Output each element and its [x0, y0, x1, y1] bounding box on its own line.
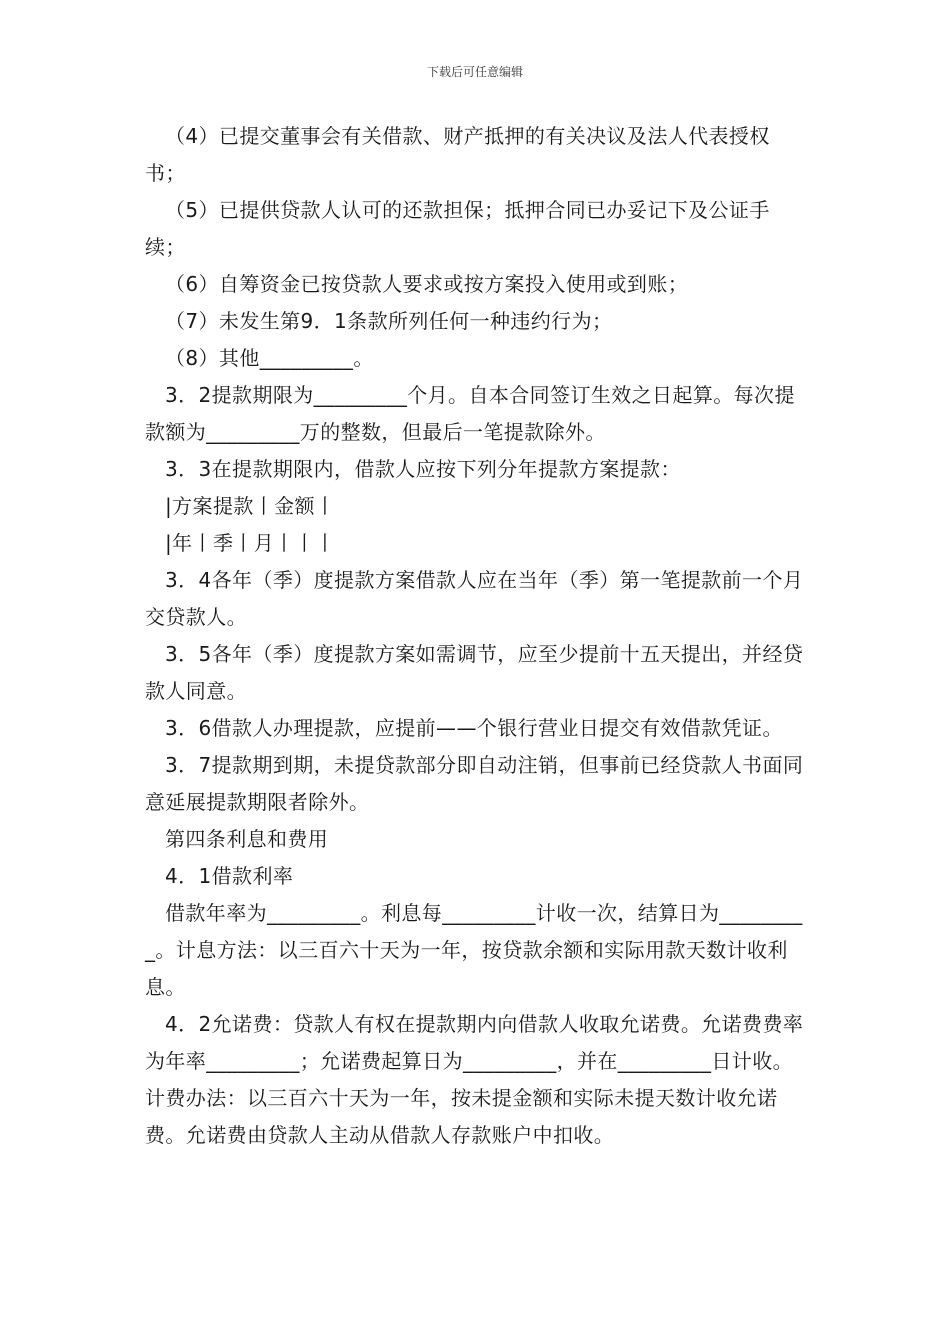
clause-3-5-plan-adjustment: 3．5各年（季）度提款方案如需调节，应至少提前十五天提出，并经贷款人同意。	[145, 642, 804, 703]
document-body	[145, 118, 810, 1154]
clause-4-board-resolution: （4）已提交董事会有关借款、财产抵押的有关决议及法人代表授权书；	[145, 124, 770, 185]
clause-7-no-default: （7）未发生第9．1条款所列任何一种违约行为；	[165, 309, 613, 333]
page-header: 下载后可任意编辑	[426, 65, 523, 79]
clause-4-2-commitment-fee: 4．2允诺费：贷款人有权在提款期内向借款人收取允诺费。允诺费费率为年率_________；允诺费起算日为_________，并在_________日计收。计费办法：以三百六十天为一年，按未提金额和实际未提天数计收允诺费。允诺费由贷款人主动从借款人存款账户中扣收。	[145, 1012, 804, 1147]
clause-8-other: （8）其他_________。	[165, 346, 374, 370]
clause-4-1-interest: 借款年率为_________。利息每_________计收一次，结算日为_________。计息方法：以三百六十天为一年，按贷款余额和实际用款天数计收利息。	[145, 901, 803, 999]
clause-3-6-drawdown-notice: 3．6借款人办理提款，应提前——个银行营业日提交有效借款凭证。	[165, 716, 783, 740]
plan-table-row: |年丨季丨月丨丨丨	[165, 531, 336, 555]
clause-4-1-heading: 4．1借款利率	[165, 864, 294, 888]
clause-5-guarantee: （5）已提供贷款人认可的还款担保；抵押合同已办妥记下及公证手续；	[145, 198, 770, 259]
clause-3-3-drawdown-plan: 3．3在提款期限内，借款人应按下列分年提款方案提款：	[165, 457, 681, 481]
clause-6-self-funds: （6）自筹资金已按贷款人要求或按方案投入使用或到账；	[165, 272, 689, 296]
clause-3-4-plan-submission: 3．4各年（季）度提款方案借款人应在当年（季）第一笔提款前一个月交贷款人。	[145, 568, 804, 629]
plan-table-header: |方案提款丨金额丨	[165, 494, 336, 518]
clause-3-7-expiry: 3．7提款期到期，未提贷款部分即自动注销，但事前已经贷款人书面同意延展提款期限者除外。	[145, 753, 804, 814]
clause-3-2-drawdown-period: 3．2提款期限为_________个月。自本合同签订生效之日起算。每次提款额为_________万的整数，但最后一笔提款除外。	[145, 383, 795, 444]
article-4-heading: 第四条利息和费用	[165, 827, 329, 851]
